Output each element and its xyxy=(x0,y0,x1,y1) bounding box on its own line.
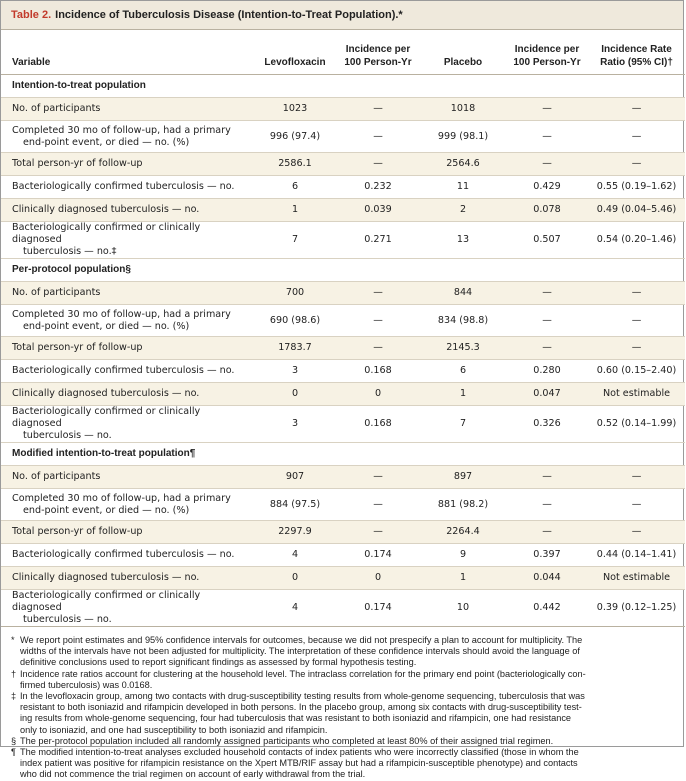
irr-cell: 0.52 (0.14–1.99) xyxy=(588,406,685,443)
levofloxacin-cell: 884 (97.5) xyxy=(254,489,336,521)
levo-incidence-cell: — xyxy=(336,282,420,305)
incidence-table xyxy=(1,30,685,627)
levofloxacin-cell: 690 (98.6) xyxy=(254,305,336,337)
irr-cell: — xyxy=(588,521,685,544)
variable-label: Bacteriologically confirmed or clinically diagnosed xyxy=(12,406,201,429)
table-row xyxy=(1,121,685,153)
footnote-line: We report point estimates and 95% confidence intervals for outcomes, because we did not prespecify a plan to account for multiplicity. The xyxy=(20,635,583,645)
placebo-cell: 834 (98.8) xyxy=(420,305,506,337)
levo-incidence-cell: — xyxy=(336,121,420,153)
placebo-incidence-cell: — xyxy=(506,521,588,544)
levo-incidence-cell: 0 xyxy=(336,383,420,406)
variable-cell xyxy=(1,153,254,176)
variable-cell xyxy=(1,98,254,121)
col-header-placebo-incidence: Incidence per 100 Person-Yr xyxy=(506,30,588,75)
footnote-line: The modified intention-to-treat analyses excluded household contacts of index patients who were incorrectly classified (those in whom the xyxy=(20,747,579,758)
footnote-line: firmed tuberculosis) was 0.0168. xyxy=(20,679,153,690)
section-row xyxy=(1,75,685,98)
variable-label: Total person-yr of follow-up xyxy=(12,342,143,353)
variable-label-continued: tuberculosis — no.‡ xyxy=(23,246,117,257)
section-title: Per-protocol population§ xyxy=(1,259,685,282)
section-row xyxy=(1,259,685,282)
variable-label: Clinically diagnosed tuberculosis — no. xyxy=(12,204,200,215)
footnote xyxy=(11,736,673,747)
levofloxacin-cell: 4 xyxy=(254,590,336,627)
placebo-incidence-cell: 0.442 xyxy=(506,590,588,627)
levofloxacin-cell: 1023 xyxy=(254,98,336,121)
variable-cell xyxy=(1,567,254,590)
variable-cell xyxy=(1,282,254,305)
placebo-cell: 897 xyxy=(420,466,506,489)
variable-label: No. of participants xyxy=(12,287,101,298)
variable-label-continued: end-point event, or died — no. (%) xyxy=(23,504,190,516)
placebo-cell: 7 xyxy=(420,406,506,443)
variable-label: Completed 30 mo of follow-up, had a primary xyxy=(12,308,231,320)
placebo-incidence-cell: — xyxy=(506,337,588,360)
footnote xyxy=(11,691,673,736)
placebo-cell: 2145.3 xyxy=(420,337,506,360)
footnote-line: who did not commence the trial regimen on account of early withdrawal from the trial. xyxy=(20,769,366,780)
levofloxacin-cell: 7 xyxy=(254,222,336,259)
placebo-cell: 10 xyxy=(420,590,506,627)
variable-label: No. of participants xyxy=(12,103,101,114)
footnote xyxy=(11,635,673,669)
levofloxacin-cell: 907 xyxy=(254,466,336,489)
section-title: Intention-to-treat population xyxy=(1,75,685,98)
placebo-cell: 881 (98.2) xyxy=(420,489,506,521)
variable-cell xyxy=(1,121,254,153)
variable-label: Total person-yr of follow-up xyxy=(12,526,143,537)
placebo-cell: 844 xyxy=(420,282,506,305)
levo-incidence-cell: — xyxy=(336,98,420,121)
irr-cell: 0.49 (0.04–5.46) xyxy=(588,199,685,222)
placebo-incidence-cell: 0.280 xyxy=(506,360,588,383)
irr-cell: 0.44 (0.14–1.41) xyxy=(588,544,685,567)
table-row xyxy=(1,305,685,337)
levo-incidence-cell: — xyxy=(336,305,420,337)
footnote-symbol: ‡ xyxy=(11,691,17,702)
placebo-cell: 1 xyxy=(420,567,506,590)
placebo-incidence-cell: 0.326 xyxy=(506,406,588,443)
levo-incidence-cell: — xyxy=(336,489,420,521)
variable-label: Bacteriologically confirmed or clinically diagnosed xyxy=(12,590,201,613)
placebo-incidence-cell: — xyxy=(506,466,588,489)
levofloxacin-cell: 2586.1 xyxy=(254,153,336,176)
col-header-placebo: Placebo xyxy=(420,30,506,75)
variable-cell xyxy=(1,176,254,199)
variable-cell xyxy=(1,305,254,337)
variable-label: Completed 30 mo of follow-up, had a primary xyxy=(12,492,231,504)
placebo-cell: 1 xyxy=(420,383,506,406)
placebo-incidence-cell: — xyxy=(506,282,588,305)
footnotes xyxy=(1,627,683,781)
levo-incidence-cell: 0 xyxy=(336,567,420,590)
irr-cell: Not estimable xyxy=(588,567,685,590)
variable-cell xyxy=(1,489,254,521)
footnote-line: widths of the intervals have not been adjusted for multiplicity. The interpretation of these confidence intervals should avoid the language of xyxy=(20,646,580,657)
placebo-cell: 11 xyxy=(420,176,506,199)
col-header-irr: Incidence Rate Ratio (95% CI)† xyxy=(588,30,685,75)
irr-cell: — xyxy=(588,98,685,121)
footnote-symbol: † xyxy=(11,668,17,679)
variable-cell xyxy=(1,222,254,259)
variable-label: Completed 30 mo of follow-up, had a primary xyxy=(12,124,231,136)
footnote-line: Incidence rate ratios account for clustering at the household level. The intraclass correlation for the primary end point (bacteriologically con- xyxy=(20,668,586,679)
variable-label: Total person-yr of follow-up xyxy=(12,158,143,169)
header-row xyxy=(1,30,685,75)
levo-incidence-cell: 0.039 xyxy=(336,199,420,222)
levo-incidence-cell: — xyxy=(336,337,420,360)
variable-label-continued: end-point event, or died — no. (%) xyxy=(23,136,190,148)
levofloxacin-cell: 1 xyxy=(254,199,336,222)
irr-cell: Not estimable xyxy=(588,383,685,406)
irr-cell: — xyxy=(588,337,685,360)
table-number: Table 2. xyxy=(11,9,52,21)
irr-cell: — xyxy=(588,466,685,489)
placebo-cell: 2564.6 xyxy=(420,153,506,176)
section-title: Modified intention-to-treat population¶ xyxy=(1,443,685,466)
levofloxacin-cell: 1783.7 xyxy=(254,337,336,360)
placebo-cell: 9 xyxy=(420,544,506,567)
table-title: Incidence of Tuberculosis Disease (Intention-to-Treat Population).* xyxy=(55,9,403,21)
variable-label: Clinically diagnosed tuberculosis — no. xyxy=(12,572,200,583)
footnote-line: In the levofloxacin group, among two contacts with drug-susceptibility testing results from whole-genome sequencing, tuberculosis that was xyxy=(20,691,585,702)
variable-cell xyxy=(1,544,254,567)
col-header-levo-incidence: Incidence per 100 Person-Yr xyxy=(336,30,420,75)
variable-cell xyxy=(1,406,254,443)
variable-label: Bacteriologically confirmed or clinically diagnosed xyxy=(12,222,201,245)
footnote xyxy=(11,747,673,781)
variable-label-continued: tuberculosis — no. xyxy=(23,430,112,441)
levo-incidence-cell: 0.168 xyxy=(336,406,420,443)
footnote-symbol: ¶ xyxy=(11,747,16,758)
table-row xyxy=(1,383,685,406)
placebo-incidence-cell: 0.507 xyxy=(506,222,588,259)
placebo-incidence-cell: — xyxy=(506,489,588,521)
table-row xyxy=(1,466,685,489)
levo-incidence-cell: — xyxy=(336,153,420,176)
footnote-line: only to isoniazid, and one had susceptibility to both isoniazid and rifampicin. xyxy=(20,724,328,735)
placebo-incidence-cell: — xyxy=(506,98,588,121)
irr-cell: — xyxy=(588,305,685,337)
variable-cell xyxy=(1,466,254,489)
irr-cell: 0.54 (0.20–1.46) xyxy=(588,222,685,259)
levofloxacin-cell: 3 xyxy=(254,360,336,383)
variable-cell xyxy=(1,199,254,222)
irr-cell: 0.55 (0.19–1.62) xyxy=(588,176,685,199)
levofloxacin-cell: 3 xyxy=(254,406,336,443)
table-row xyxy=(1,406,685,443)
table-row xyxy=(1,282,685,305)
placebo-incidence-cell: 0.397 xyxy=(506,544,588,567)
footnote xyxy=(11,669,673,691)
footnote-line: index patient was positive for rifampicin resistance on the Xpert MTB/RIF assay but had a rifampicin-susceptible phenotype) and contacts xyxy=(20,758,578,769)
levo-incidence-cell: 0.232 xyxy=(336,176,420,199)
variable-cell xyxy=(1,337,254,360)
col-header-levofloxacin: Levofloxacin xyxy=(254,30,336,75)
levo-incidence-cell: — xyxy=(336,466,420,489)
placebo-cell: 6 xyxy=(420,360,506,383)
irr-cell: — xyxy=(588,489,685,521)
footnote-line: resistant to both isoniazid and rifampicin developed in both persons. In the placebo group, among six contacts with drug-susceptibility test- xyxy=(20,702,582,713)
variable-cell xyxy=(1,360,254,383)
placebo-cell: 999 (98.1) xyxy=(420,121,506,153)
table-row xyxy=(1,222,685,259)
table-row xyxy=(1,360,685,383)
placebo-cell: 2264.4 xyxy=(420,521,506,544)
levofloxacin-cell: 4 xyxy=(254,544,336,567)
irr-cell: 0.39 (0.12–1.25) xyxy=(588,590,685,627)
levo-incidence-cell: 0.174 xyxy=(336,590,420,627)
variable-label: Clinically diagnosed tuberculosis — no. xyxy=(12,388,200,399)
table-row xyxy=(1,199,685,222)
table-row xyxy=(1,521,685,544)
col-header-variable: Variable xyxy=(1,30,254,75)
placebo-cell: 2 xyxy=(420,199,506,222)
variable-cell xyxy=(1,383,254,406)
levo-incidence-cell: — xyxy=(336,521,420,544)
placebo-incidence-cell: 0.044 xyxy=(506,567,588,590)
variable-cell xyxy=(1,590,254,627)
levo-incidence-cell: 0.271 xyxy=(336,222,420,259)
irr-cell: — xyxy=(588,121,685,153)
table-row xyxy=(1,176,685,199)
table-row xyxy=(1,98,685,121)
footnote-line: The per-protocol population included all randomly assigned participants who completed at least 80% of their assigned trial regimen. xyxy=(20,735,554,746)
placebo-incidence-cell: 0.078 xyxy=(506,199,588,222)
irr-cell: 0.60 (0.15–2.40) xyxy=(588,360,685,383)
variable-label: Bacteriologically confirmed tuberculosis — no. xyxy=(12,549,235,560)
variable-label-continued: tuberculosis — no. xyxy=(23,614,112,625)
footnote-symbol: § xyxy=(11,735,17,746)
variable-cell xyxy=(1,521,254,544)
irr-cell: — xyxy=(588,153,685,176)
levofloxacin-cell: 0 xyxy=(254,567,336,590)
table-body xyxy=(1,75,685,627)
levofloxacin-cell: 2297.9 xyxy=(254,521,336,544)
table-row xyxy=(1,337,685,360)
irr-cell: — xyxy=(588,282,685,305)
levo-incidence-cell: 0.174 xyxy=(336,544,420,567)
placebo-incidence-cell: — xyxy=(506,305,588,337)
table-row xyxy=(1,567,685,590)
table-row xyxy=(1,544,685,567)
table-row xyxy=(1,590,685,627)
variable-label: Bacteriologically confirmed tuberculosis — no. xyxy=(12,365,235,376)
variable-label: Bacteriologically confirmed tuberculosis — no. xyxy=(12,181,235,192)
footnote-symbol: * xyxy=(11,635,15,645)
placebo-incidence-cell: — xyxy=(506,153,588,176)
levofloxacin-cell: 6 xyxy=(254,176,336,199)
levofloxacin-cell: 700 xyxy=(254,282,336,305)
levofloxacin-cell: 996 (97.4) xyxy=(254,121,336,153)
levo-incidence-cell: 0.168 xyxy=(336,360,420,383)
placebo-cell: 13 xyxy=(420,222,506,259)
levofloxacin-cell: 0 xyxy=(254,383,336,406)
variable-label-continued: end-point event, or died — no. (%) xyxy=(23,320,190,332)
placebo-incidence-cell: 0.429 xyxy=(506,176,588,199)
placebo-cell: 1018 xyxy=(420,98,506,121)
footnote-line: definitive conclusions used to report significant findings as assessed by formal hypothesis testing. xyxy=(20,657,417,668)
placebo-incidence-cell: — xyxy=(506,121,588,153)
footnote-line: ing results from whole-genome sequencing, four had tuberculosis that was resistant to both isoniazid and rifampicin, one had resistance xyxy=(20,713,572,724)
variable-label: No. of participants xyxy=(12,471,101,482)
placebo-incidence-cell: 0.047 xyxy=(506,383,588,406)
table-row xyxy=(1,153,685,176)
section-row xyxy=(1,443,685,466)
table-row xyxy=(1,489,685,521)
table-caption xyxy=(1,1,683,30)
